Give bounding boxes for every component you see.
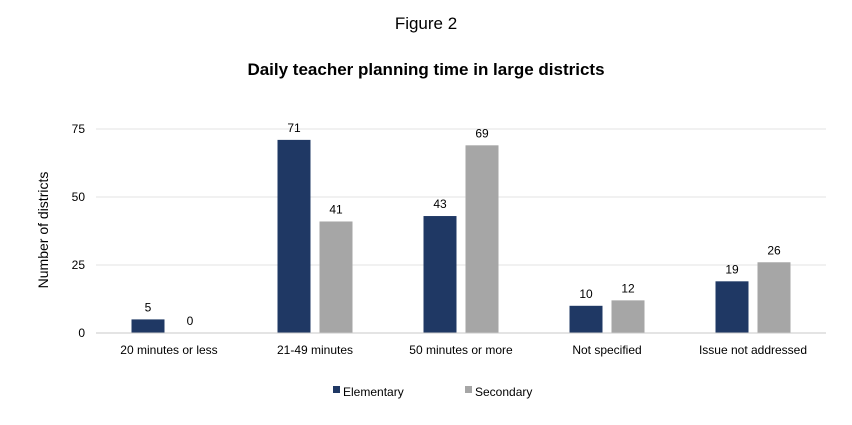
x-tick-label: 50 minutes or more — [409, 343, 513, 357]
bar-elementary — [132, 319, 165, 333]
bar-elementary — [570, 306, 603, 333]
legend-swatch-elementary — [333, 386, 340, 393]
bar-secondary — [466, 145, 499, 333]
chart-title: Daily teacher planning time in large districts — [247, 60, 605, 79]
legend-swatch-secondary — [465, 386, 472, 393]
data-label: 43 — [433, 197, 447, 212]
bars — [132, 140, 791, 333]
y-tick-label: 0 — [78, 326, 85, 340]
bar-elementary — [424, 216, 457, 333]
legend — [333, 385, 532, 399]
bar-secondary — [612, 300, 645, 333]
data-label: 5 — [144, 300, 152, 315]
gridlines — [96, 129, 826, 265]
bar-secondary — [758, 262, 791, 333]
data-label: 10 — [579, 286, 593, 301]
y-tick-label: 75 — [71, 122, 85, 136]
legend-label-elementary: Elementary — [343, 385, 404, 399]
bar-elementary — [278, 140, 311, 333]
x-tick-label: 21-49 minutes — [276, 343, 354, 357]
data-label: 19 — [725, 262, 739, 277]
data-label: 26 — [767, 243, 781, 258]
data-label: 41 — [329, 202, 343, 217]
y-tick-label: 25 — [71, 258, 85, 272]
data-label: 71 — [287, 120, 301, 135]
data-label: 12 — [621, 281, 635, 296]
x-tick-label: 20 minutes or less — [120, 343, 218, 357]
y-tick-label: 50 — [71, 190, 85, 204]
y-axis-title: Number of districts — [35, 171, 51, 289]
x-tick-label: Not specified — [572, 343, 642, 357]
legend-label-secondary: Secondary — [475, 385, 533, 399]
bar-elementary — [716, 281, 749, 333]
data-label: 69 — [475, 126, 489, 141]
data-label: 0 — [186, 314, 194, 328]
x-tick-label: Issue not addressed — [698, 343, 808, 357]
figure-label: Figure 2 — [394, 14, 458, 33]
data-labels — [145, 121, 781, 328]
bar-secondary — [320, 221, 353, 333]
